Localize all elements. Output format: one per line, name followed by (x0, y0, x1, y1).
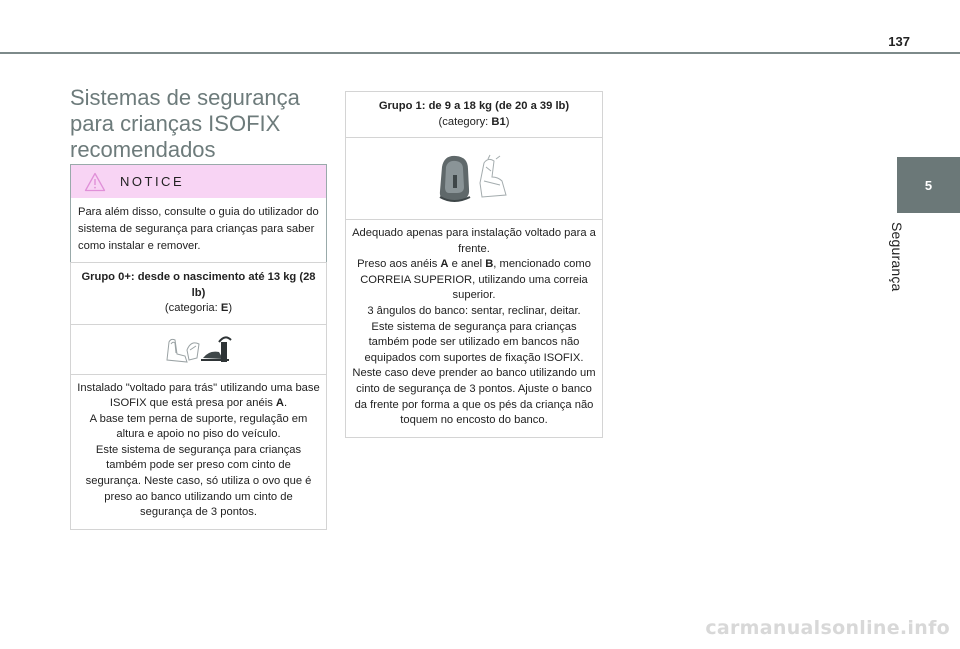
group-1-header (346, 92, 602, 138)
group-0-plus-heading: Grupo 0+: desde o nascimento até 13 kg (28 lb) (81, 271, 316, 299)
group-1-line-2: Preso aos anéis A e anel B, mencionado como CORREIA SUPERIOR, utilizando uma correia superior. (357, 258, 591, 302)
group-1-heading: Grupo 1: de 9 a 18 kg (de 20 a 39 lb) (378, 100, 570, 112)
watermark: carmanualsonline.info (705, 617, 950, 639)
group-0-plus-rest: A base tem perna de suporte, regulação em altura e apoio no piso do veículo. Este sistema de segurança para crianças também pode ser preso com cinto de segurança. Neste caso, só utiliza o ovo que é preso ao banco utilizando um cinto de segurança de 3 pontos. (85, 412, 312, 519)
group-0-plus-description (71, 375, 326, 529)
warning-triangle-icon (84, 172, 106, 192)
group-1-table (345, 91, 603, 438)
group-0-plus-line-1: Instalado "voltado para trás" utilizando uma base ISOFIX que está presa por anéis A. (77, 381, 320, 410)
page-number: 137 (888, 34, 910, 49)
group-0-plus-image-cell (71, 325, 326, 375)
notice-text: Para além disso, consulte o guia do utilizador do sistema de segurança para crianças para saber como instalar e remover. (78, 206, 319, 252)
group-1-category: (category: B1) (438, 115, 510, 128)
group-1-description (346, 220, 602, 437)
group-1-rest: 3 ângulos do banco: sentar, reclinar, deitar. Este sistema de segurança para crianças também pode ser utilizado em bancos não equipados com suportes de fixação ISOFIX. Neste caso deve prender ao banco utilizando um cinto de segurança de 3 pontos. Ajuste o banco da frente por forma a que os pés da criança não toquem no encosto do banco. (352, 304, 596, 427)
isofix-child-seat-illustration (436, 153, 512, 205)
notice-header (71, 165, 326, 198)
group-0-plus-header (71, 263, 326, 325)
notice-box (70, 164, 327, 263)
chapter-tab[interactable] (897, 157, 960, 213)
notice-label: NOTICE (120, 174, 185, 189)
chapter-label: Segurança (889, 222, 905, 292)
page-title (70, 85, 330, 163)
group-0-plus-category: (categoria: E) (164, 302, 233, 314)
title-line-2: para crianças ISOFIX (70, 111, 281, 136)
group-0-plus-table (70, 262, 327, 530)
chapter-number: 5 (924, 177, 933, 193)
group-1-image-cell (346, 138, 602, 220)
title-line-1: Sistemas de segurança (70, 85, 300, 110)
group-1-line-1: Adequado apenas para instalação voltado para a frente. (352, 227, 596, 255)
isofix-infant-carrier-base-illustration (163, 332, 235, 366)
header-rule (0, 52, 960, 54)
title-line-3: recomendados (70, 137, 216, 162)
chapter-label-container (889, 222, 913, 322)
